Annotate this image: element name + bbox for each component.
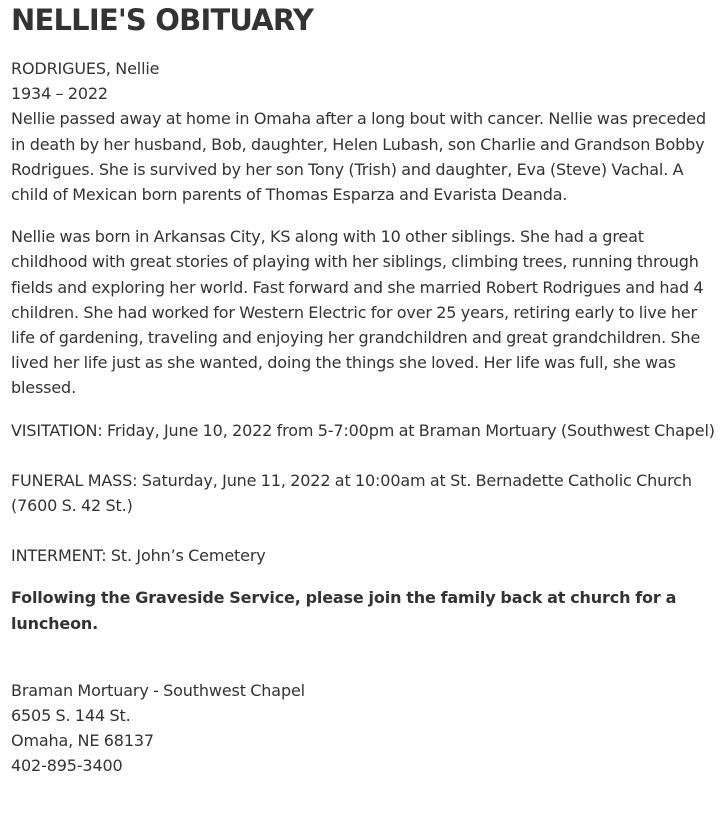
deceased-name: RODRIGUES, Nellie <box>11 59 160 78</box>
page-title: NELLIE'S OBITUARY <box>11 3 314 37</box>
life-paragraph: Nellie was born in Arkansas City, KS along with 10 other siblings. She had a great childhood with great stories of playing with her siblings, climbing trees, running through fields and exploring her world. Fast forward and she married Robert Rodrigues and had 4 children. She had worked for Western Electric for over 25 years, retiring early to live her life of gardening, traveling and enjoying her grandchildren and great grandchildren. She lived her life just as she wanted, doing the things she loved. Her life was full, she was blessed. <box>11 227 704 398</box>
luncheon-note: Following the Graveside Service, please join the family back at church for a luncheon. <box>11 588 677 633</box>
mortuary-name: Braman Mortuary - Southwest Chapel <box>11 680 305 700</box>
mortuary-street: 6505 S. 144 St. <box>11 706 131 726</box>
mortuary-contact <box>11 678 717 779</box>
obituary-intro <box>11 56 717 207</box>
mortuary-phone: 402-895-3400 <box>11 756 123 776</box>
life-years: 1934 – 2022 <box>11 84 108 104</box>
intro-paragraph: Nellie passed away at home in Omaha after a long bout with cancer. Nellie was preceded in death by her husband, Bob, daughter, Helen Lubash, son Charlie and Grandson Bobby Rodrigues. She is survived by her son Tony (Trish) and daughter, Eva (Steve) Vachal. A child of Mexican born parents of Thomas Esparza and Evarista Deanda. <box>11 109 706 205</box>
mortuary-city: Omaha, NE 68137 <box>11 731 154 751</box>
interment-info: INTERMENT: St. John’s Cemetery <box>11 546 266 566</box>
funeral-mass-info: FUNERAL MASS: Saturday, June 11, 2022 at 10:00am at St. Bernadette Catholic Church (7600 S. 42 St.) <box>11 470 692 516</box>
visitation-info: VISITATION: Friday, June 10, 2022 from 5-7:00pm at Braman Mortuary (Southwest Chapel) <box>11 420 715 440</box>
